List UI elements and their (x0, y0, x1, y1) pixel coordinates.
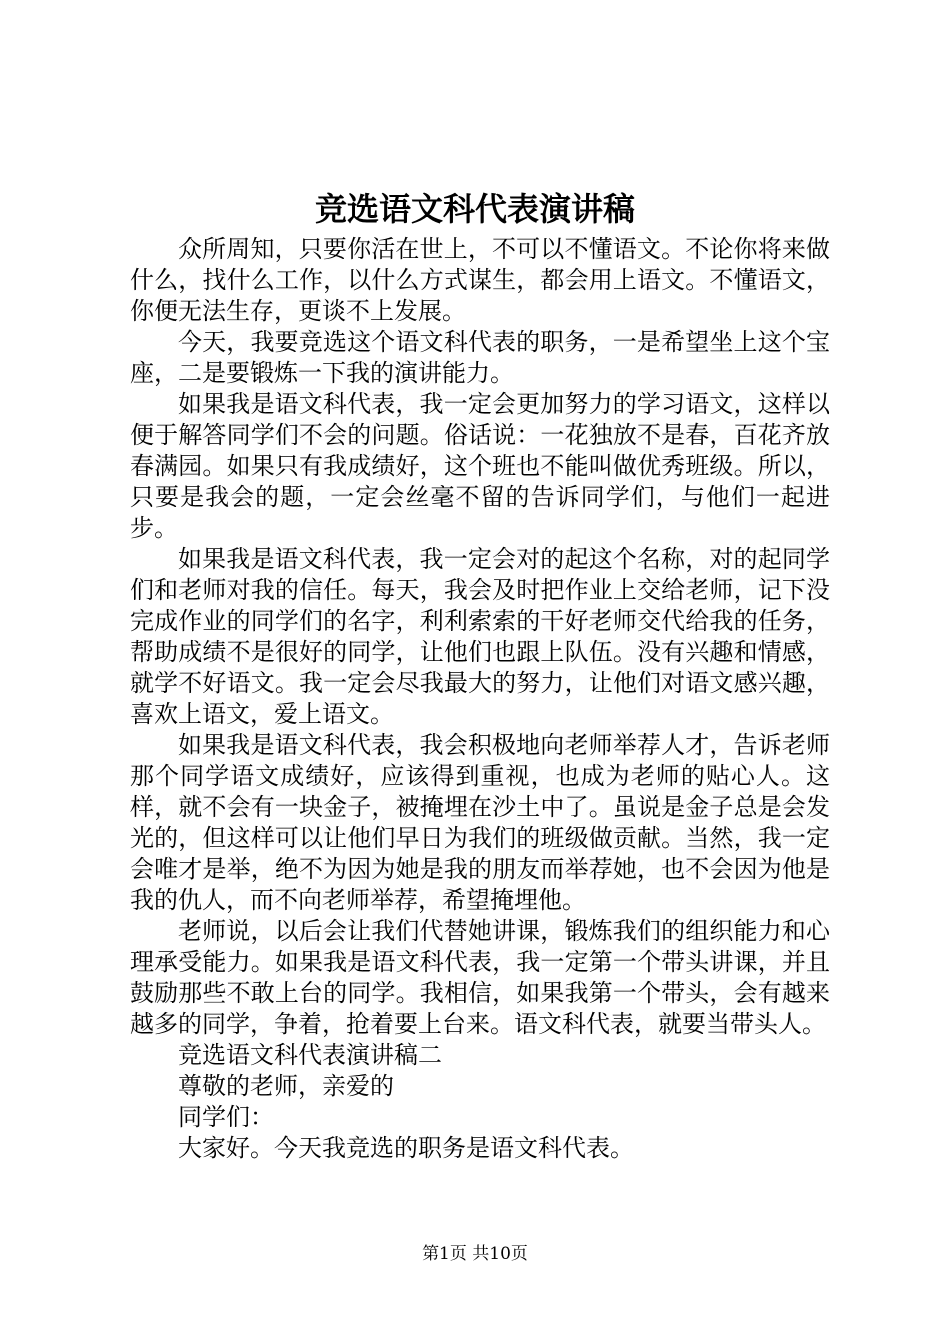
subtitle-line: 竞选语文科代表演讲稿二 (178, 1041, 442, 1069)
page-number: 第1页 共10页 (422, 1244, 528, 1264)
paragraph: 如果我是语文科代表，我会积极地向老师举荐人才，告诉老师那个同学语文成绩好，应该得到重视，也成为老师的贴心人。这样，就不会有一块金子，被掩埋在沙土中了。虽说是金子总是会发光的，但这样可以让他们早日为我们的班级做贡献。当然，我一定会唯才是举，绝不为因为她是我的朋友而举荐她，也不会因为他是我的仇人，而不向老师举荐，希望掩埋他。 (130, 731, 830, 914)
salutation-line: 尊敬的老师，亲爱的 (178, 1072, 394, 1100)
salutation-line: 同学们： (178, 1103, 274, 1131)
paragraph: 今天，我要竞选这个语文科代表的职务，一是希望坐上这个宝座，二是要锻炼一下我的演讲能力。 (130, 328, 830, 387)
paragraph: 老师说，以后会让我们代替她讲课，锻炼我们的组织能力和心理承受能力。如果我是语文科代表，我一定第一个带头讲课，并且鼓励那些不敢上台的同学。我相信，如果我第一个带头，会有越来越多的同学，争着，抢着要上台来。语文科代表，就要当带头人。 (130, 917, 830, 1038)
paragraph: 如果我是语文科代表，我一定会更加努力的学习语文，这样以便于解答同学们不会的问题。俗话说：一花独放不是春，百花齐放春满园。如果只有我成绩好，这个班也不能叫做优秀班级。所以，只要是我会的题，一定会丝毫不留的告诉同学们，与他们一起进步。 (130, 390, 830, 542)
document-title: 竞选语文科代表演讲稿 (314, 190, 635, 228)
greeting-line: 大家好。今天我竞选的职务是语文科代表。 (178, 1134, 634, 1162)
paragraph: 如果我是语文科代表，我一定会对的起这个名称，对的起同学们和老师对我的信任。每天，我会及时把作业上交给老师，记下没完成作业的同学们的名字，利利索索的干好老师交代给我的任务，帮助成绩不是很好的同学，让他们也跟上队伍。没有兴趣和情感，就学不好语文。我一定会尽我最大的努力，让他们对语文感兴趣，喜欢上语文，爱上语文。 (130, 545, 830, 728)
document-body (130, 234, 830, 1164)
paragraph: 众所周知，只要你活在世上，不可以不懂语文。不论你将来做什么，找什么工作，以什么方式谋生，都会用上语文。不懂语文，你便无法生存，更谈不上发展。 (130, 235, 830, 325)
